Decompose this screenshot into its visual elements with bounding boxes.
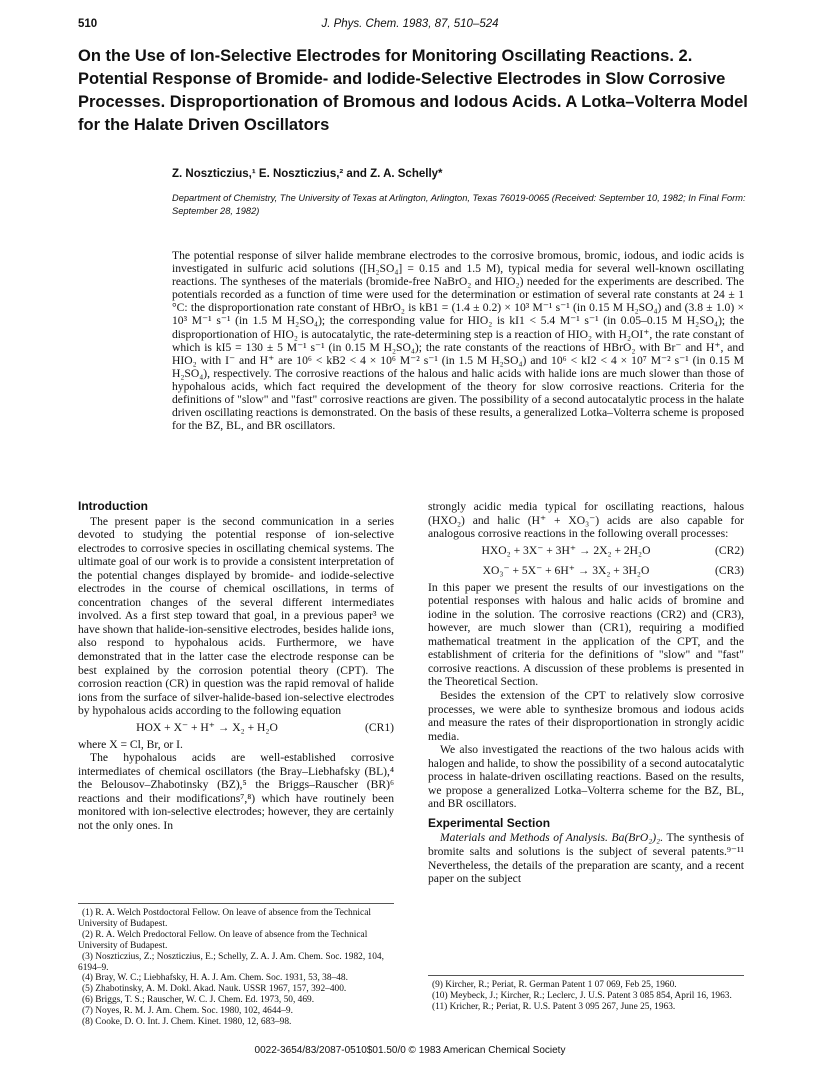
left-column bbox=[78, 500, 394, 833]
footnote: (1) R. A. Welch Postdoctoral Fellow. On leave of absence from the Technical University of Budapest. bbox=[78, 908, 371, 929]
footnote: (6) Briggs, T. S.; Rauscher, W. C. J. Chem. Ed. 1973, 50, 469. bbox=[82, 995, 315, 1006]
journal-citation: J. Phys. Chem. 1983, 87, 510–524 bbox=[321, 18, 499, 30]
equation-cr2-label: (CR2) bbox=[715, 543, 744, 557]
page-header bbox=[78, 18, 742, 34]
intro-paragraph-2: where X = Cl, Br, or I. bbox=[78, 737, 183, 751]
introduction-heading: Introduction bbox=[78, 499, 148, 513]
experimental-heading: Experimental Section bbox=[428, 815, 551, 830]
equation-cr3-text: XO₃⁻ + 5X⁻ + 6H⁺ → 3X₂ + 3H₂O bbox=[482, 563, 650, 577]
footnote: (2) R. A. Welch Predoctoral Fellow. On leave of absence from the Technical University of Budapest. bbox=[78, 929, 368, 951]
footnotes-right bbox=[428, 975, 744, 1013]
equation-cr1-label: (CR1) bbox=[365, 720, 394, 734]
footnote: (10) Meybeck, J.; Kircher, R.; Leclerc, J. U.S. Patent 3 085 854, April 16, 1963. bbox=[432, 990, 732, 1001]
equation-cr1 bbox=[78, 718, 394, 738]
right-column bbox=[428, 500, 744, 886]
footnotes-left bbox=[78, 903, 394, 1028]
page-number: 510 bbox=[78, 18, 98, 30]
intro-paragraph-1: The present paper is the second communication in a series devoted to studying the potential response of ion-selective electrodes to corrosive species in oscillating chemical systems. The ultimate goal of our work is to provide a consistent interpretation of the potential changes displayed by bromide- and iodide-selective electrodes in the course of chemical oscillations, in terms of concentration changes of the several different intermediates involved. As a first step toward that goal, in a previous paper³ we have shown that halide-ion-sensitive electrodes, besides halide ions, also respond to hypohalous acids. Furthermore, we have demonstrated that in the latter case the electrode response can be best explained by the corrosion potential theory (CPT). The corrosion reaction (CR) in question was the rapid removal of halide ions from the surface of silver-halide-based ion-selective electrodes by hypohalous acids according to the following equation bbox=[78, 514, 394, 718]
footnote: (4) Bray, W. C.; Liebhafsky, H. A. J. Am. Chem. Soc. 1931, 53, 38–48. bbox=[82, 973, 348, 984]
equation-cr2 bbox=[428, 541, 744, 561]
footnote: (7) Noyes, R. M. J. Am. Chem. Soc. 1980, 102, 4644–9. bbox=[82, 1006, 293, 1017]
abstract: The potential response of silver halide membrane electrodes to the corrosive bromous, bromic, iodous, and iodic acids is investigated in sulfuric acid solutions ([H₂SO₄] = 0.15 and 1.5 M), typical media for several well-known oscillating reactions. The syntheses of the materials (bromide-free NaBrO₂ and HIO₂) needed for the experiments are described. The potentials recorded as a function of time were used for the determination or estimation of several rate constants at 24 ± 1 °C: the disproportionation rate constant of HBrO₂ is kB1 = (1.4 ± 0.2) × 10³ M⁻¹ s⁻¹ (in 0.15 M H₂SO₄) and (3.8 ± 1.0) × 10³ M⁻¹ s⁻¹ (in 1.5 M H₂SO₄); the corresponding value for HIO₂ is kI1 < 5.4 M⁻¹ s⁻¹ (in 0.05–0.15 M H₂SO₄); the disproportionation of HIO₂ is autocatalytic, the rate-determining step is a reaction of HIO₂ with H₂OI⁺, the rate constant of which is kI5 = 130 ± 5 M⁻¹ s⁻¹ (in 0.15 M H₂SO₄); the rate constants of the reactions of HBrO₂ with Br⁻ and H⁺, and HIO₂ with I⁻ and H⁺ are 10⁶ < kB2 < 4 × 10⁶ M⁻² s⁻¹ (in 1.5 M H₂SO₄) and 10⁶ < kI2 < 4 × 10⁷ M⁻² s⁻¹ (in 0.15 M H₂SO₄), respectively. The corrosive reactions of the halous and halic acids with halide ions are much slower than those of hypohalous acids, which fact required the development of the theory for slow corrosive reactions. Criteria for the definitions of "slow" and "fast" corrosive reactions are given. The possibility of a second autocatalytic process in the halate driven oscillating reactions is demonstrated. On the basis of these results, a generalized Lotka–Volterra scheme is proposed for the BZ, BL, and BR oscillators. bbox=[172, 249, 744, 433]
materials-subheading: Materials and Methods of Analysis. Ba(BrO₂)₂. bbox=[440, 831, 664, 845]
intro-paragraph-7: We also investigated the reactions of the two halous acids with halogen and halide, to show the possibility of a second autocatalytic process in halate-driven oscillating reactions. Based on the results, we propose a generalized Lotka–Volterra scheme for the BZ, BL, and BR oscillators. bbox=[428, 743, 744, 811]
footnote: (9) Kircher, R.; Periat, R. German Patent 1 07 069, Feb 25, 1960. bbox=[432, 980, 677, 990]
footnote: (8) Cooke, D. O. Int. J. Chem. Kinet. 1980, 12, 683–98. bbox=[82, 1017, 292, 1028]
equation-cr3 bbox=[428, 561, 744, 581]
affiliation: Department of Chemistry, The University of Texas at Arlington, Arlington, Texas 76019-0065 (Received: September 10, 1982; In Final Form: September 28, 1982) bbox=[172, 193, 746, 216]
intro-paragraph-6: Besides the extension of the CPT to relatively slow corrosive processes, we were able to synthesize bromous and iodous acids and measure the rates of their disproportionation in strongly acidic media. bbox=[428, 689, 744, 743]
experimental-paragraph-1: The synthesis of bromite salts and solutions is the subject of several patents.⁹⁻¹¹ Nevertheless, the details of the preparation are scanty, and a recent paper on the subject bbox=[428, 831, 744, 886]
article-title: On the Use of Ion-Selective Electrodes for Monitoring Oscillating Reactions. 2. Potential Response of Bromide- and Iodide-Selective Electrodes in Slow Corrosive Processes. Disproportionation of Bromous and Iodous Acids. A Lotka–Volterra Model for the Halate Driven Oscillators bbox=[78, 47, 748, 134]
equation-cr2-text: HXO₂ + 3X⁻ + 3H⁺ → 2X₂ + 2H₂O bbox=[481, 543, 651, 557]
footnote: (11) Kricher, R.; Periat, R. U.S. Patent 3 095 267, June 25, 1963. bbox=[432, 1001, 676, 1012]
intro-paragraph-5: In this paper we present the results of our investigations on the potential responses with halous and halic acids of bromine and iodine in the solution. The corrosive reactions (CR2) and (CR3), however, are much slower than (CR1), requiring a modified mathematical treatment in the application of the CPT, and the establishment of criteria for the definitions of "slow" and "fast" corrosive reactions. A discussion of these problems is presented in the Theoretical Section. bbox=[428, 580, 744, 689]
equation-cr3-label: (CR3) bbox=[715, 563, 744, 577]
footnote: (3) Noszticzius, Z.; Noszticzius, E.; Schelly, Z. A. J. Am. Chem. Soc. 1982, 104, 6194–9. bbox=[78, 951, 384, 973]
intro-paragraph-4: strongly acidic media typical for oscillating reactions, halous (HXO₂) and halic (H⁺ + XO₃⁻) acids are also capable for analogous corrosive reactions in the following overall processes: bbox=[428, 500, 744, 541]
page-footer: 0022-3654/83/2087-0510$01.50/0 © 1983 American Chemical Society bbox=[254, 1045, 566, 1056]
author-list: Z. Noszticzius,¹ E. Noszticzius,² and Z. A. Schelly* bbox=[172, 168, 443, 180]
footnote: (5) Zhabotinsky, A. M. Dokl. Akad. Nauk. USSR 1967, 157, 392–400. bbox=[82, 984, 347, 995]
equation-cr1-text: HOX + X⁻ + H⁺ → X₂ + H₂O bbox=[136, 720, 278, 734]
intro-paragraph-3: The hypohalous acids are well-established corrosive intermediates of chemical oscillators (the Bray–Liebhafsky (BL),⁴ the Belousov–Zhabotinsky (BZ),⁵ the Briggs–Rauscher (BR)⁶ reactions and their modifications⁷,⁸) which have routinely been monitored with ion-selective electrodes; however, they are certainly not the only ones. In bbox=[78, 751, 394, 833]
